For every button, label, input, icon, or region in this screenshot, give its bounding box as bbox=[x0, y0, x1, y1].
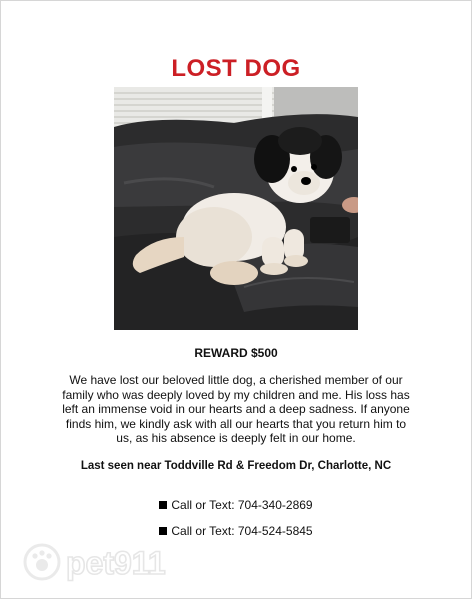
contact-line bbox=[0, 498, 472, 512]
description-text: We have lost our beloved little dog, a cherished member of our family who was deeply loved by my children and me. His loss has left an immense void in our hearts and a deep sadness. If anyone finds him, we kindly ask with all our hearts that you return him to us, as his absence is deeply felt in our home. bbox=[62, 373, 410, 446]
bullet-square-icon bbox=[159, 527, 167, 535]
dog-photo bbox=[114, 87, 358, 330]
reward-amount: REWARD $500 bbox=[194, 346, 278, 360]
flyer-title: LOST DOG bbox=[171, 55, 301, 82]
pet911-watermark bbox=[22, 540, 232, 584]
contact-line bbox=[0, 524, 472, 538]
contact-phone-1: Call or Text: 704-340-2869 bbox=[171, 498, 313, 512]
bullet-square-icon bbox=[159, 501, 167, 509]
paw-logo-icon bbox=[25, 545, 59, 579]
last-seen-location: Last seen near Toddville Rd & Freedom Dr, Charlotte, NC bbox=[80, 460, 392, 472]
svg-text:pet911: pet911 bbox=[66, 545, 166, 581]
contact-phone-2: Call or Text: 704-524-5845 bbox=[171, 524, 313, 538]
